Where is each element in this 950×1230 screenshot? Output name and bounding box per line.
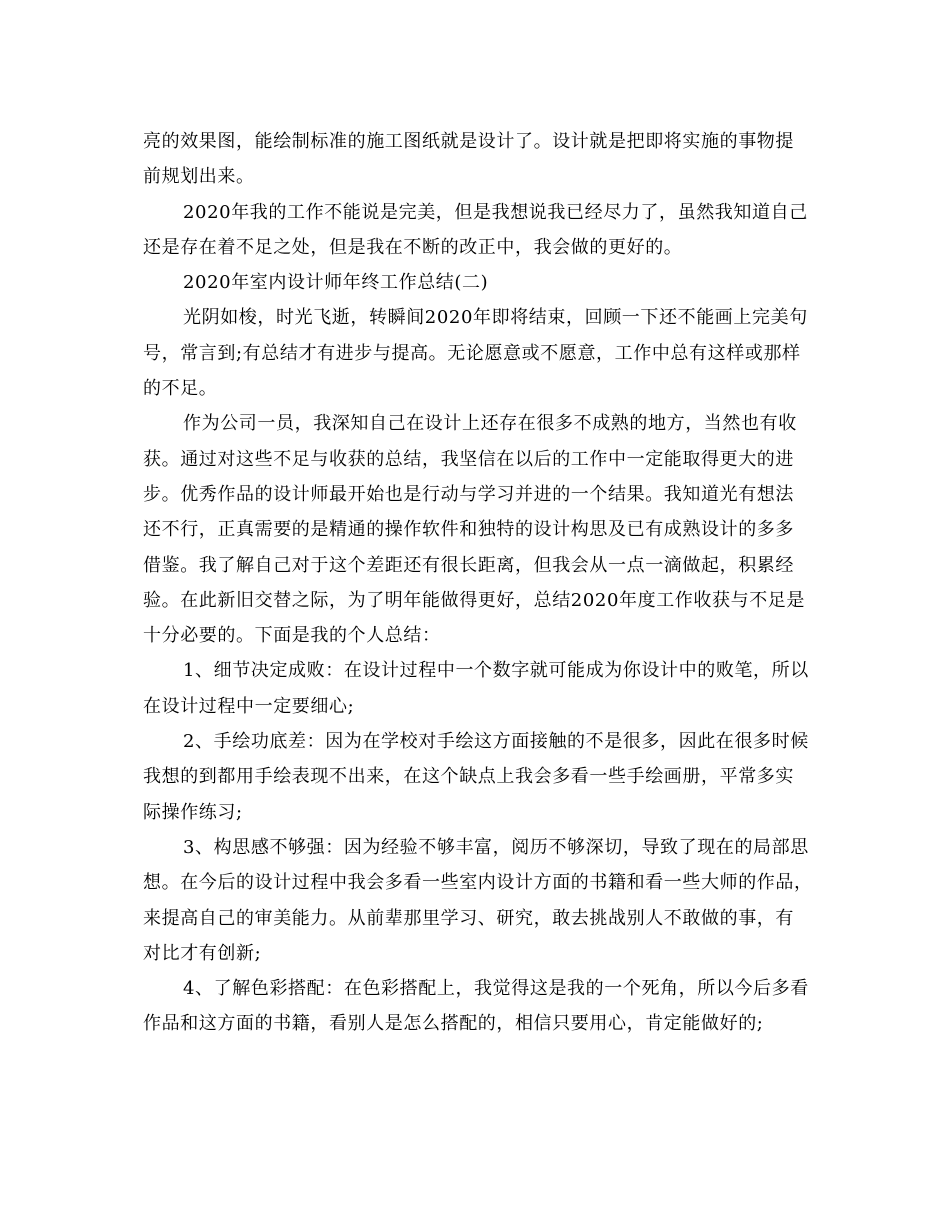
list-item-text: 3、构思感不够强：因为经验不够丰富，阅历不够深切，导致了现在的局部思 xyxy=(183,836,809,858)
list-item-text: 我想的到都用手绘表现不出来，在这个缺点上我会多看一些手绘画册，平常多实 xyxy=(143,766,794,788)
text-line: 还是存在着不足之处，但是我在不断的改正中，我会做的更好的。 xyxy=(143,236,683,258)
text-line: 2020年我的工作不能说是完美，但是我想说我已经尽力了，虽然我知道自己 xyxy=(183,201,808,223)
text-line: 还不行，正真需要的是精通的操作软件和独特的设计构思及已有成熟设计的多多 xyxy=(143,519,794,541)
list-item-text: 作品和这方面的书籍，看别人是怎么搭配的，相信只要用心，肯定能做好的; xyxy=(143,1013,764,1035)
text-line: 十分必要的。下面是我的个人总结： xyxy=(143,625,441,647)
text-line: 作为公司一员，我深知自己在设计上还存在很多不成熟的地方，当然也有收 xyxy=(183,413,797,435)
list-item-text: 2、手绘功底差：因为在学校对手绘这方面接触的不是很多，因此在很多时候 xyxy=(183,731,809,753)
text-line: 光阴如梭，时光飞逝，转瞬间2020年即将结束，回顾一下还不能画上完美句 xyxy=(183,307,808,329)
text-line: 验。在此新旧交替之际，为了明年能做得更好，总结2020年度工作收获与不足是 xyxy=(143,589,806,611)
list-item-text: 在设计过程中一定要细心; xyxy=(143,695,355,717)
text-line: 步。优秀作品的设计师最开始也是行动与学习并进的一个结果。我知道光有想法 xyxy=(143,483,794,505)
list-item-text: 际操作练习; xyxy=(143,801,243,823)
document-body xyxy=(143,124,813,1042)
text-line: 前规划出来。 xyxy=(143,166,255,188)
list-item-text: 来提高自己的审美能力。从前辈那里学习、研究，敢去挑战别人不敢做的事，有 xyxy=(143,907,794,929)
text-line: 号，常言到;有总结才有进步与提高。无论愿意或不愿意，工作中总有这样或那样 xyxy=(143,342,801,364)
text-line: 借鉴。我了解自己对于这个差距还有很长距离，但我会从一点一滴做起，积累经 xyxy=(143,554,794,576)
list-item-text: 想。在今后的设计过程中我会多看一些室内设计方面的书籍和看一些大师的作品， xyxy=(143,872,813,894)
section-heading: 2020年室内设计师年终工作总结(二) xyxy=(183,272,489,294)
text-line: 获。通过对这些不足与收获的总结，我坚信在以后的工作中一定能取得更大的进 xyxy=(143,448,794,470)
list-item-text: 4、了解色彩搭配：在色彩搭配上，我觉得这是我的一个死角，所以今后多看 xyxy=(183,978,809,1000)
list-item-text: 对比才有创新; xyxy=(143,942,262,964)
text-line: 的不足。 xyxy=(143,378,218,400)
list-item-text: 1、细节决定成败：在设计过程中一个数字就可能成为你设计中的败笔，所以 xyxy=(183,660,809,682)
text-line: 亮的效果图，能绘制标准的施工图纸就是设计了。设计就是把即将实施的事物提 xyxy=(143,131,794,152)
